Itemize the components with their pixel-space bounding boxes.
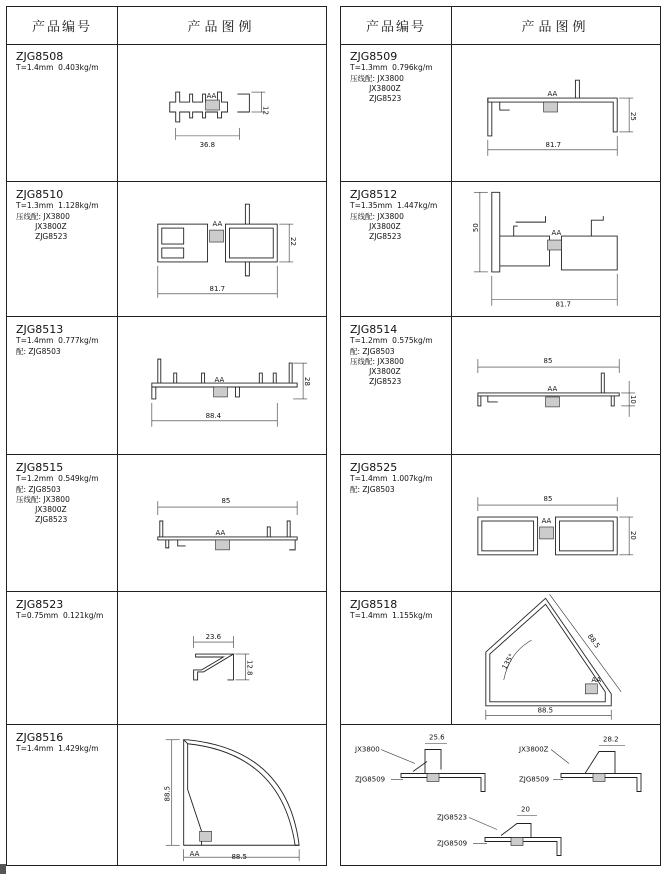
product-fit: 压线配: JX3800 JX3800Z ZJG8523 (350, 74, 404, 103)
product-code: ZJG8510 (16, 188, 64, 201)
assembly-label: ZJG8523 (437, 813, 468, 822)
dimension-label: 88.5 (537, 706, 554, 715)
dimension-label: 23.6 (205, 633, 222, 642)
product-spec: T=1.2mm 0.575kg/m (350, 336, 433, 345)
product-spec: T=1.4mm 1.155kg/m (350, 611, 433, 620)
product-row (7, 317, 326, 455)
dimension-label: 28.2 (603, 735, 619, 744)
product-fit: 压线配: JX3800 JX3800Z ZJG8523 (16, 212, 70, 241)
dimension-label: 81.7 (209, 284, 226, 293)
profile-8509-svg (452, 44, 660, 181)
dimension-label: 12.8 (245, 659, 254, 676)
product-spec: T=1.4mm 0.777kg/m (16, 336, 99, 345)
product-code: ZJG8516 (16, 731, 64, 744)
assembly-drawing-svg (341, 725, 660, 865)
product-code: ZJG8512 (350, 188, 398, 201)
aa-label: AA (547, 90, 558, 99)
product-row (7, 592, 326, 725)
product-spec: T=1.3mm 0.796kg/m (350, 63, 433, 72)
dimension-label: 10 (629, 394, 638, 404)
product-row (7, 44, 326, 182)
product-spec: T=1.4mm 1.429kg/m (16, 744, 99, 753)
product-code: ZJG8518 (350, 598, 398, 611)
aa-label: AA (206, 92, 217, 101)
product-fit: 压线配: JX3800 JX3800Z ZJG8523 (350, 212, 404, 241)
product-fit: 配: ZJG8503 (16, 347, 61, 356)
profile-8518-svg (452, 592, 660, 724)
profile-drawing (452, 182, 660, 316)
assembly-row (341, 725, 660, 865)
dimension-label: 88.4 (205, 411, 222, 420)
aa-label: AA (215, 528, 226, 537)
profile-drawing (452, 317, 660, 454)
profile-8516-svg (118, 725, 326, 865)
right-header (341, 7, 660, 45)
profile-drawing (118, 725, 326, 865)
dimension-label: 36.8 (199, 140, 216, 149)
product-row (7, 725, 326, 865)
aa-label: AA (591, 675, 602, 684)
dimension-label: 28 (303, 377, 312, 386)
product-spec: T=1.4mm 0.403kg/m (16, 63, 99, 72)
product-code: ZJG8523 (16, 598, 64, 611)
assembly-label: ZJG8509 (519, 775, 550, 784)
profile-8525-svg (452, 455, 660, 591)
dimension-label: 81.7 (555, 300, 571, 309)
profile-drawing (118, 44, 326, 181)
profile-8512-svg (452, 182, 660, 316)
right-table (340, 6, 661, 866)
product-fit: 配: ZJG8503 压线配: JX3800 JX3800Z ZJG8523 (350, 347, 404, 386)
code-column-header: 产品编号 (341, 7, 452, 44)
dimension-label: 88.5 (163, 785, 172, 802)
image-column-header: 产品图例 (187, 20, 256, 35)
product-row (7, 182, 326, 317)
product-code: ZJG8513 (16, 323, 64, 336)
aa-label: AA (189, 850, 200, 859)
code-column-header: 产品编号 (7, 7, 118, 44)
dimension-label: 20 (521, 805, 530, 814)
profile-drawing (118, 182, 326, 316)
profile-8513-svg (118, 317, 326, 454)
product-spec: T=1.3mm 1.128kg/m (16, 201, 99, 210)
product-fit: 配: ZJG8503 (350, 485, 395, 494)
profile-drawing (118, 455, 326, 591)
profile-drawing (118, 592, 326, 724)
product-spec: T=1.35mm 1.447kg/m (350, 201, 438, 210)
aa-label: AA (547, 384, 558, 393)
product-code: ZJG8508 (16, 50, 64, 63)
dimension-label: 20 (629, 530, 638, 540)
profile-8508-svg (118, 44, 326, 181)
product-spec: T=1.2mm 0.549kg/m (16, 474, 99, 483)
product-row (341, 317, 660, 455)
profile-drawing (452, 455, 660, 591)
dimension-label: 85 (543, 495, 553, 504)
assembly-label: ZJG8509 (437, 839, 468, 848)
dimension-label: 81.7 (545, 140, 562, 149)
product-fit: 配: ZJG8503 压线配: JX3800 JX3800Z ZJG8523 (16, 485, 70, 524)
product-row (341, 44, 660, 182)
dimension-label: 22 (289, 237, 298, 246)
product-code: ZJG8514 (350, 323, 398, 336)
product-spec: T=0.75mm 0.121kg/m (16, 611, 104, 620)
dimension-label: 50 (471, 223, 480, 233)
product-code: ZJG8509 (350, 50, 398, 63)
page-corner-mark (0, 864, 6, 874)
product-row (341, 455, 660, 592)
image-column-header: 产品图例 (521, 20, 590, 35)
product-code: ZJG8515 (16, 461, 64, 474)
product-row (341, 592, 660, 725)
dimension-label: 88.5 (231, 853, 247, 862)
product-code: ZJG8525 (350, 461, 398, 474)
assembly-label: ZJG8509 (355, 775, 386, 784)
dimension-label: 88.5 (585, 632, 602, 650)
aa-label: AA (541, 517, 552, 525)
product-row (7, 455, 326, 592)
dimension-label: 135° (500, 652, 516, 671)
assembly-label: JX3800 (355, 745, 380, 754)
left-header (7, 7, 326, 45)
dimension-label: 25 (629, 112, 638, 121)
left-table (6, 6, 327, 866)
profile-drawing (452, 44, 660, 181)
assembly-label: JX3800Z (519, 745, 549, 754)
dimension-label: 25.6 (429, 733, 445, 742)
profile-8523-svg (118, 592, 326, 724)
aa-label: AA (551, 229, 562, 238)
profile-8514-svg (452, 317, 660, 454)
dimension-label: 85 (221, 497, 231, 506)
aa-label: AA (212, 220, 223, 229)
profile-drawing (118, 317, 326, 454)
product-row (341, 182, 660, 317)
dimension-label: 85 (543, 357, 553, 366)
profile-8515-svg (118, 455, 326, 591)
profile-8510-svg (118, 182, 326, 316)
dimension-label: 12 (261, 106, 270, 115)
aa-label: AA (214, 376, 225, 385)
profile-drawing (452, 592, 660, 724)
product-spec: T=1.4mm 1.007kg/m (350, 474, 433, 483)
